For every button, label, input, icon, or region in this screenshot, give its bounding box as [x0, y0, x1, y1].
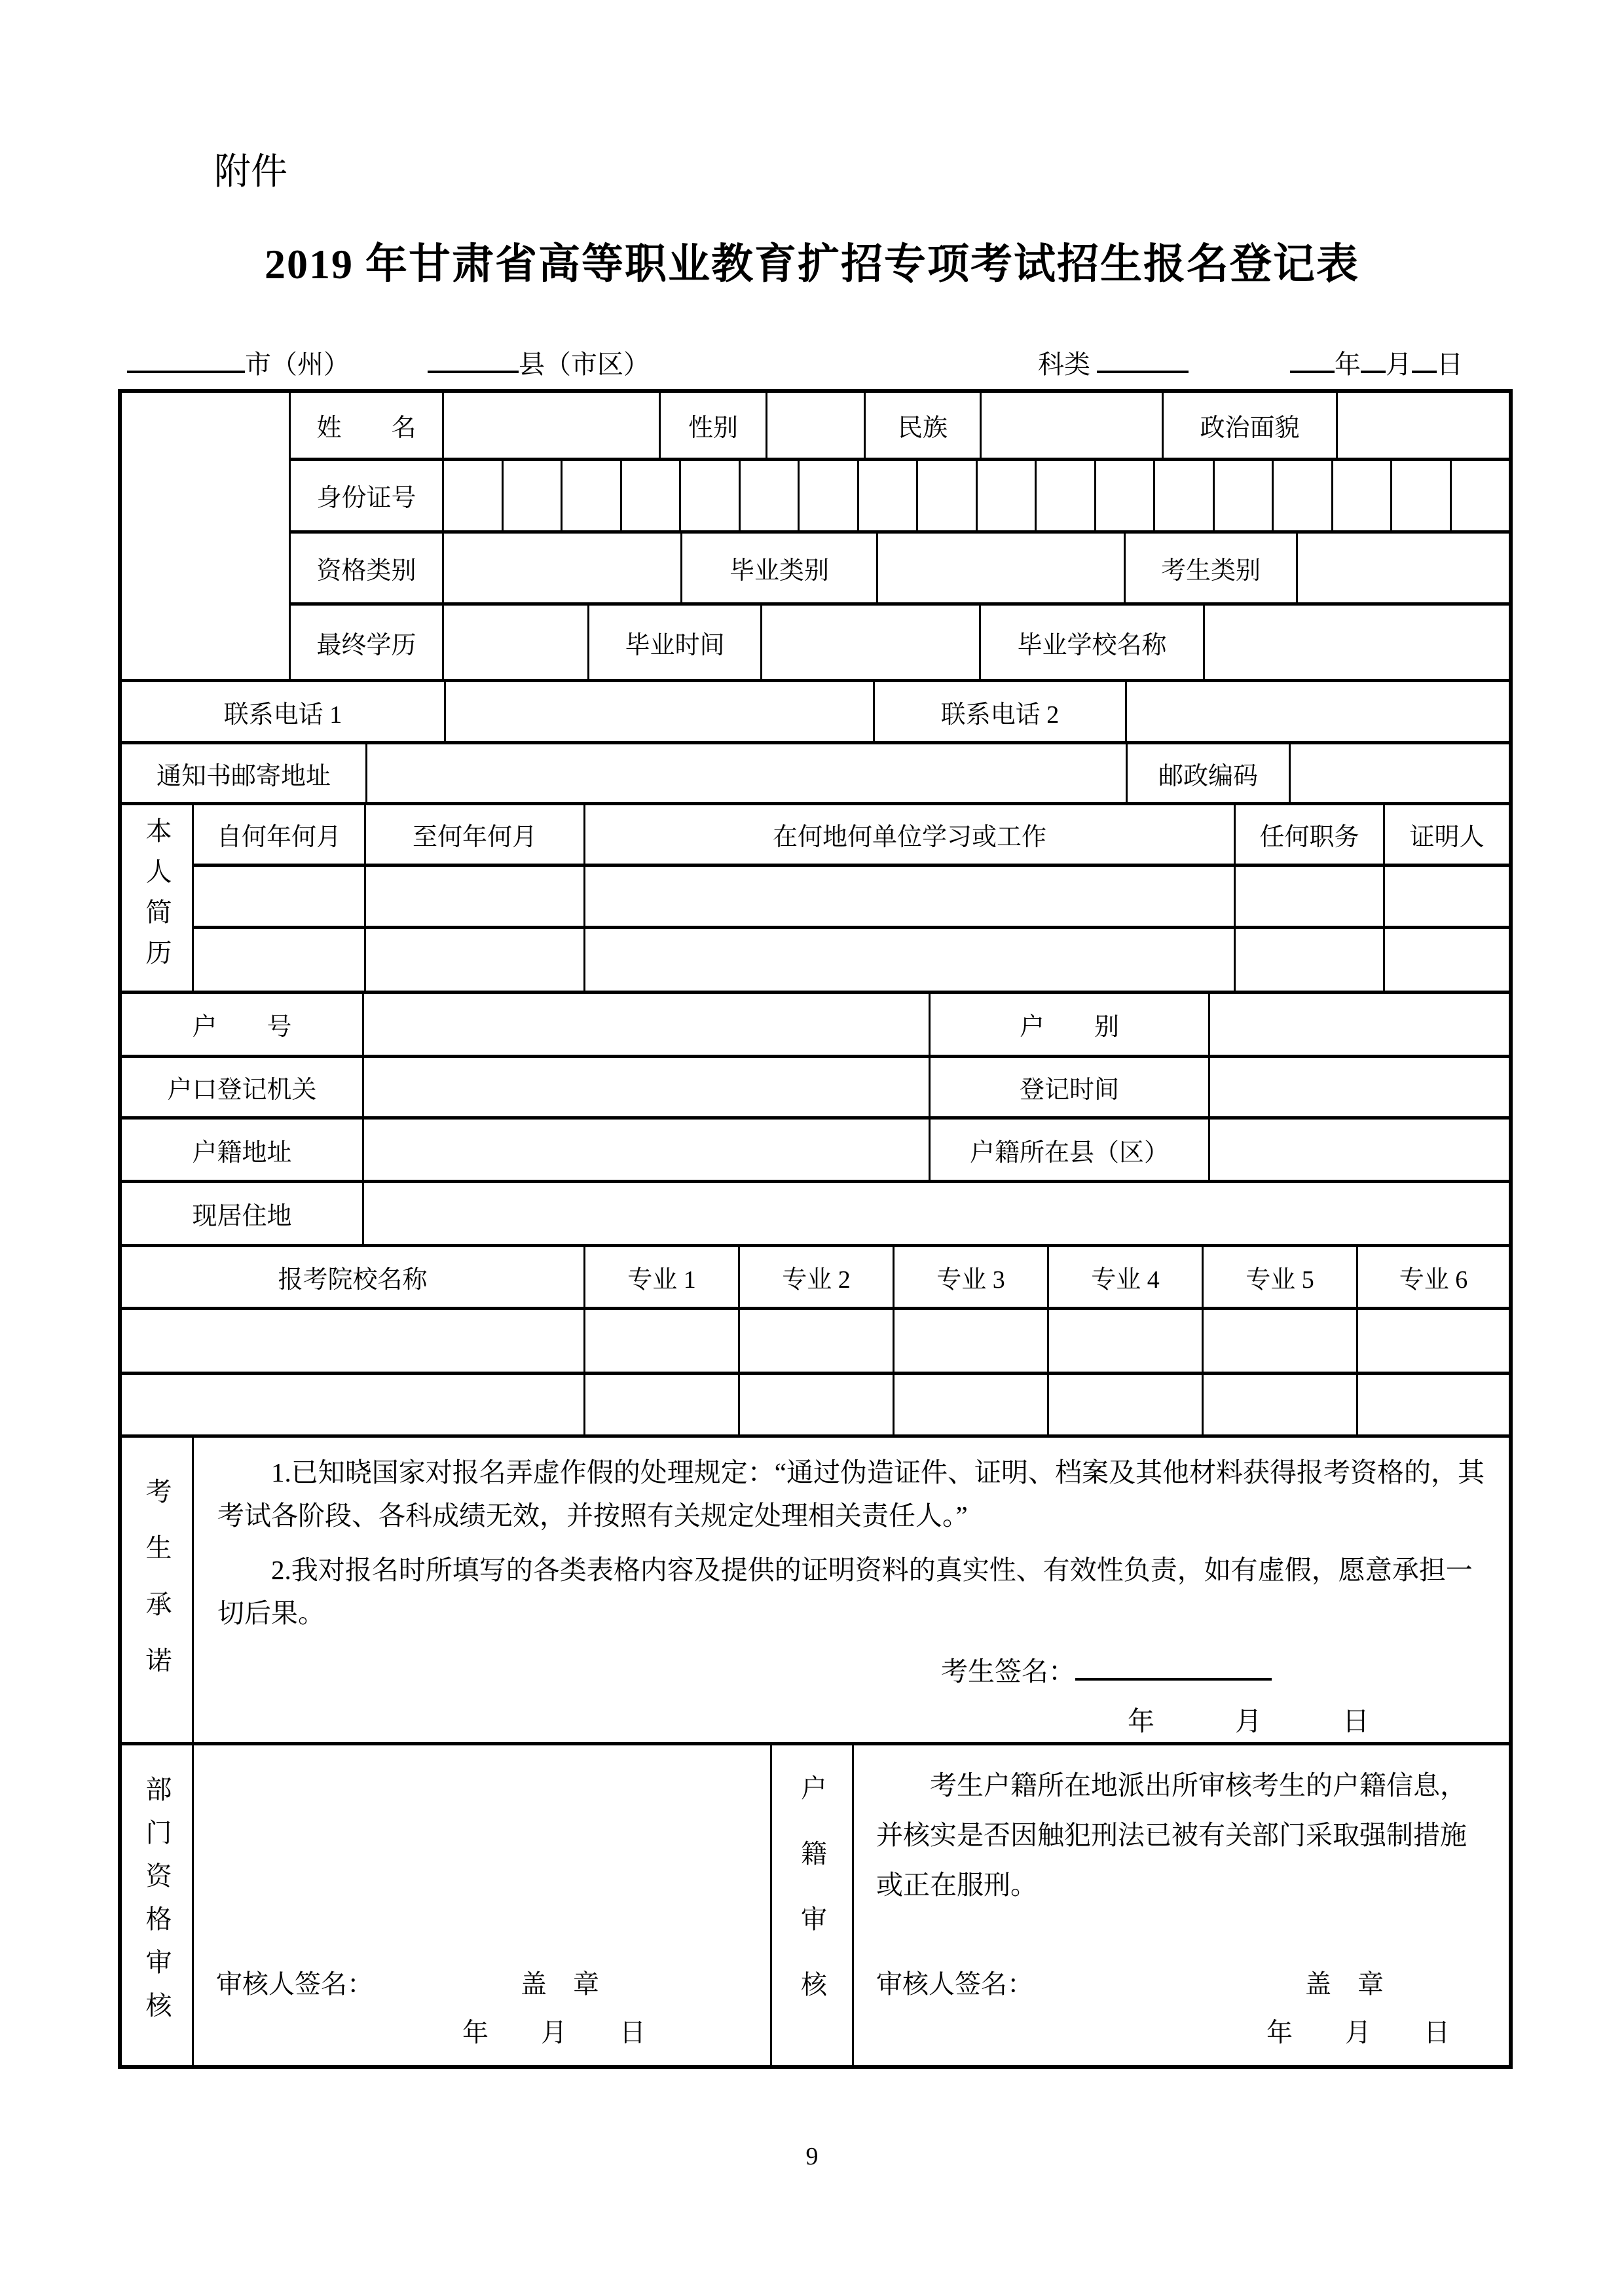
attachment-label: 附件	[214, 152, 287, 192]
department-date-row: 年 月 日	[462, 2018, 646, 2047]
name-label: 姓 名	[291, 393, 444, 458]
mail-address-label: 通知书邮寄地址	[122, 744, 367, 802]
major5-label: 专业 5	[1204, 1247, 1358, 1307]
header-date-group	[1290, 344, 1463, 381]
ethnicity-value-cell[interactable]	[982, 393, 1164, 458]
id-digit-cell[interactable]	[1452, 461, 1509, 530]
id-digit-cell[interactable]	[1333, 461, 1393, 530]
major-cell[interactable]	[1358, 1310, 1509, 1372]
pledge-block	[122, 1438, 1509, 1745]
major-cell[interactable]	[585, 1375, 740, 1434]
department-review-area	[194, 1745, 772, 2065]
resume-row	[194, 867, 1509, 928]
seal-label: 盖 章	[1305, 1969, 1384, 1999]
header-city-group	[127, 344, 350, 381]
graduation-time-value-cell[interactable]	[762, 606, 981, 679]
application-header-row	[122, 1247, 1509, 1310]
political-status-value-cell[interactable]	[1338, 393, 1509, 458]
registered-address-value-cell[interactable]	[364, 1120, 931, 1180]
department-review-label: 部门资格审核	[122, 1745, 194, 2065]
row-qualification	[291, 534, 1509, 606]
account-no-value-cell[interactable]	[364, 994, 931, 1055]
candidate-signature-label: 考生签名：	[941, 1656, 1075, 1686]
month-label: 月	[1386, 350, 1412, 379]
id-digit-cell[interactable]	[859, 461, 919, 530]
row-account-no	[122, 994, 1509, 1058]
candidate-signature-blank[interactable]	[1075, 1654, 1272, 1681]
household-review-area	[854, 1745, 1509, 2065]
id-digit-cell[interactable]	[1274, 461, 1333, 530]
resume-cell[interactable]	[1385, 867, 1509, 925]
major-cell[interactable]	[895, 1375, 1049, 1434]
gender-label: 性别	[661, 393, 767, 458]
final-education-label: 最终学历	[291, 606, 444, 679]
resume-col-from: 自何年何月	[194, 805, 366, 864]
graduation-school-value-cell[interactable]	[1205, 606, 1509, 679]
resume-col-duty: 任何职务	[1236, 805, 1385, 864]
row-phones	[122, 682, 1509, 744]
household-review-text: 考生户籍所在地派出所审核考生的户籍信息，并核实是否因触犯刑法已被有关部门采取强制措施或正在服刑。	[876, 1770, 1467, 1900]
major1-label: 专业 1	[585, 1247, 740, 1307]
qualification-type-label: 资格类别	[291, 534, 444, 603]
candidate-signature-line	[217, 1650, 1485, 1693]
household-review-label: 户籍审核	[772, 1745, 854, 2065]
household-sign-row	[876, 1963, 1384, 2001]
major-cell[interactable]	[1358, 1375, 1509, 1434]
graduation-school-label: 毕业学校名称	[981, 606, 1205, 679]
household-date-row: 年 月 日	[1266, 2018, 1450, 2047]
category-label: 科类	[1038, 350, 1090, 379]
resume-col-place: 在何地何单位学习或工作	[585, 805, 1236, 864]
resume-row	[194, 929, 1509, 991]
header-category-group	[1038, 344, 1189, 381]
phone2-value-cell[interactable]	[1127, 682, 1509, 741]
major-cell[interactable]	[1049, 1310, 1204, 1372]
id-digit-cell[interactable]	[741, 461, 800, 530]
resume-header-row	[194, 805, 1509, 867]
major-cell[interactable]	[895, 1310, 1049, 1372]
header-fill-line	[118, 339, 1513, 385]
mail-address-value-cell[interactable]	[367, 744, 1128, 802]
major-cell[interactable]	[585, 1310, 740, 1372]
id-digit-cell[interactable]	[1037, 461, 1096, 530]
reviewer-signature-label: 审核人签名：	[216, 1969, 373, 1999]
final-education-value-cell[interactable]	[444, 606, 589, 679]
registration-time-value-cell[interactable]	[1210, 1058, 1509, 1116]
id-digit-cell[interactable]	[800, 461, 859, 530]
major2-label: 专业 2	[740, 1247, 895, 1307]
resume-cell[interactable]	[1236, 867, 1385, 925]
day-blank-line[interactable]	[1412, 347, 1437, 373]
major-cell[interactable]	[1204, 1310, 1358, 1372]
graduation-type-value-cell[interactable]	[878, 534, 1126, 603]
row-education	[291, 606, 1509, 679]
application-row	[122, 1375, 1509, 1438]
registration-org-label: 户口登记机关	[122, 1058, 364, 1116]
reviewer-signature-label: 审核人签名：	[876, 1969, 1033, 1999]
row-registered-address	[122, 1120, 1509, 1183]
id-digit-cell[interactable]	[681, 461, 741, 530]
postal-code-value-cell[interactable]	[1291, 744, 1509, 802]
id-digit-cell[interactable]	[1215, 461, 1274, 530]
pledge-content	[194, 1438, 1509, 1742]
major-cell[interactable]	[1204, 1375, 1358, 1434]
major-cell[interactable]	[740, 1310, 895, 1372]
id-digit-cell[interactable]	[978, 461, 1037, 530]
major4-label: 专业 4	[1049, 1247, 1204, 1307]
resume-cell[interactable]	[585, 929, 1236, 991]
qualification-type-value-cell[interactable]	[444, 534, 682, 603]
resume-label: 本人简历	[122, 805, 194, 991]
category-blank-line[interactable]	[1097, 347, 1189, 373]
graduation-time-label: 毕业时间	[589, 606, 762, 679]
seal-label: 盖 章	[521, 1969, 599, 1999]
account-type-value-cell[interactable]	[1210, 994, 1509, 1055]
row-name	[291, 393, 1509, 461]
school-name-label: 报考院校名称	[122, 1247, 585, 1307]
id-number-label: 身份证号	[291, 461, 444, 530]
resume-cell[interactable]	[366, 867, 585, 925]
review-block	[122, 1745, 1509, 2065]
registered-county-label: 户籍所在县（区）	[931, 1120, 1210, 1180]
year-blank-line[interactable]	[1290, 347, 1335, 373]
candidate-type-label: 考生类别	[1126, 534, 1298, 603]
resume-cell[interactable]	[194, 867, 366, 925]
row-current-residence	[122, 1183, 1509, 1247]
phone1-value-cell[interactable]	[446, 682, 875, 741]
gender-value-cell[interactable]	[767, 393, 866, 458]
resume-col-reference: 证明人	[1409, 824, 1485, 852]
id-digit-cell[interactable]	[444, 461, 504, 530]
major6-label: 专业 6	[1399, 1266, 1468, 1294]
id-digit-cell[interactable]	[1096, 461, 1156, 530]
phone1-label: 联系电话 1	[122, 682, 446, 741]
department-sign-row	[216, 1963, 599, 2001]
header-county-group	[428, 344, 650, 381]
name-value-cell[interactable]	[444, 393, 661, 458]
page-number: 9	[805, 2143, 819, 2170]
row-registration-org	[122, 1058, 1509, 1120]
resume-cell[interactable]	[585, 867, 1236, 925]
resume-block	[122, 805, 1509, 994]
political-status-label: 政治面貌	[1164, 393, 1338, 458]
current-residence-label: 现居住地	[122, 1183, 364, 1244]
day-label: 日	[1437, 350, 1463, 379]
registered-county-value-cell[interactable]	[1210, 1120, 1509, 1180]
major-cell[interactable]	[1049, 1375, 1204, 1434]
resume-cell[interactable]	[366, 929, 585, 991]
application-row	[122, 1310, 1509, 1375]
school-name-cell[interactable]	[122, 1375, 585, 1434]
ethnicity-label: 民族	[866, 393, 982, 458]
registration-org-value-cell[interactable]	[364, 1058, 931, 1116]
county-blank-line[interactable]	[428, 347, 519, 373]
pledge-clause-1: 1.已知晓国家对报名弄虚作假的处理规定：“通过伪造证件、证明、档案及其他材料获得报考资格的，其考试各阶段、各科成绩无效，并按照有关规定处理相关责任人。”	[217, 1457, 1485, 1531]
resume-cell[interactable]	[194, 929, 366, 991]
month-blank-line[interactable]	[1361, 347, 1386, 373]
registration-table	[118, 389, 1513, 2069]
city-label: 市（州）	[245, 350, 350, 379]
registration-time-label: 登记时间	[931, 1058, 1210, 1116]
row-id-number	[291, 461, 1509, 534]
pledge-label: 考生承诺	[122, 1438, 194, 1742]
major3-label: 专业 3	[895, 1247, 1049, 1307]
account-no-label: 户 号	[122, 994, 364, 1055]
current-residence-value-cell[interactable]	[364, 1183, 1509, 1244]
id-digit-cell[interactable]	[918, 461, 978, 530]
school-name-cell[interactable]	[122, 1310, 585, 1372]
graduation-type-label: 毕业类别	[682, 534, 878, 603]
id-digit-cell[interactable]	[504, 461, 563, 530]
resume-cell[interactable]	[1236, 929, 1385, 991]
id-digit-cell[interactable]	[622, 461, 682, 530]
pledge-clause-2: 2.我对报名时所填写的各类表格内容及提供的证明资料的真实性、有效性负责，如有虚假，愿意承担一切后果。	[217, 1554, 1473, 1629]
row-mail-address	[122, 744, 1509, 805]
identity-block	[122, 393, 1509, 682]
id-digit-cell[interactable]	[1392, 461, 1452, 530]
phone2-label: 联系电话 2	[875, 682, 1127, 741]
pledge-date-line: 年 月 日	[1128, 1706, 1369, 1737]
major-cell[interactable]	[740, 1375, 895, 1434]
id-digit-cell[interactable]	[1155, 461, 1215, 530]
resume-cell[interactable]	[1385, 929, 1509, 991]
year-label: 年	[1335, 350, 1361, 379]
account-type-label: 户 别	[931, 994, 1210, 1055]
postal-code-label: 邮政编码	[1128, 744, 1291, 802]
id-digit-cell[interactable]	[563, 461, 622, 530]
registered-address-label: 户籍地址	[122, 1120, 364, 1180]
page-title: 2019 年甘肃省高等职业教育扩招专项考试招生报名登记表	[265, 241, 1359, 287]
county-label: 县（市区）	[519, 350, 650, 379]
city-blank-line[interactable]	[127, 347, 245, 373]
candidate-type-value-cell[interactable]	[1298, 534, 1509, 603]
photo-cell[interactable]	[122, 393, 291, 679]
resume-col-to: 至何年何月	[366, 805, 585, 864]
